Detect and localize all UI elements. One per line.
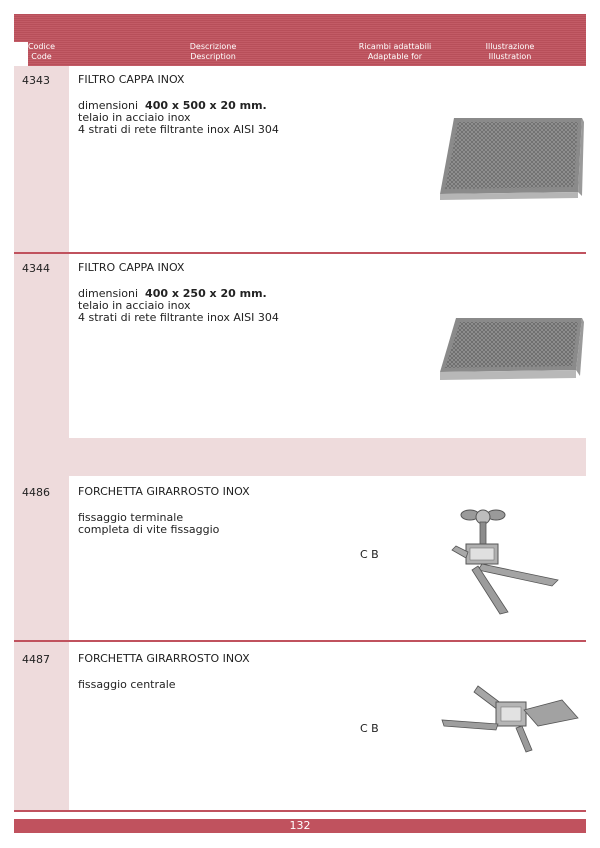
header-adaptable: Ricambi adattabili Adaptable for	[358, 42, 432, 61]
product-description: FORCHETTA GIRARROSTO INOX fissaggio terminale completa di vite fissaggio	[78, 485, 250, 536]
row-separator-band	[69, 438, 586, 476]
product-code: 4487	[22, 653, 50, 666]
rotisserie-fork-terminal-icon	[448, 500, 566, 618]
product-title: FORCHETTA GIRARROSTO INOX	[78, 485, 250, 498]
code-column-bg	[14, 642, 69, 810]
filter-panel-icon	[436, 312, 586, 384]
rotisserie-fork-central-icon	[438, 680, 586, 760]
code-column-bg	[14, 66, 69, 252]
row-divider	[14, 640, 586, 642]
code-column-bg	[14, 254, 69, 438]
page-number: 132	[14, 819, 586, 833]
header-code: Codice Code	[27, 42, 56, 61]
dimensions-value: 400 x 250 x 20 mm.	[145, 287, 267, 300]
product-description: FILTRO CAPPA INOX dimensioni 400 x 500 x 20 mm. telaio in acciaio inox 4 strati di rete filtrante inox AISI 304	[78, 73, 279, 136]
header-illustration: Illustrazione Illustration	[485, 42, 535, 61]
header-description: Descrizione Description	[189, 42, 237, 61]
product-code: 4486	[22, 486, 50, 499]
product-title: FORCHETTA GIRARROSTO INOX	[78, 652, 250, 665]
adaptable-for: C B	[360, 722, 379, 735]
filter-panel-icon	[436, 112, 586, 204]
product-description: FORCHETTA GIRARROSTO INOX fissaggio centrale	[78, 652, 250, 691]
product-code: 4344	[22, 262, 50, 275]
row-divider	[14, 810, 586, 812]
row-divider	[14, 252, 586, 254]
adaptable-for: C B	[360, 548, 379, 561]
dimensions-value: 400 x 500 x 20 mm.	[145, 99, 267, 112]
product-description: FILTRO CAPPA INOX dimensioni 400 x 250 x 20 mm. telaio in acciaio inox 4 strati di rete filtrante inox AISI 304	[78, 261, 279, 324]
product-title: FILTRO CAPPA INOX	[78, 261, 185, 274]
product-code: 4343	[22, 74, 50, 87]
code-column-bg	[14, 438, 69, 640]
product-title: FILTRO CAPPA INOX	[78, 73, 185, 86]
